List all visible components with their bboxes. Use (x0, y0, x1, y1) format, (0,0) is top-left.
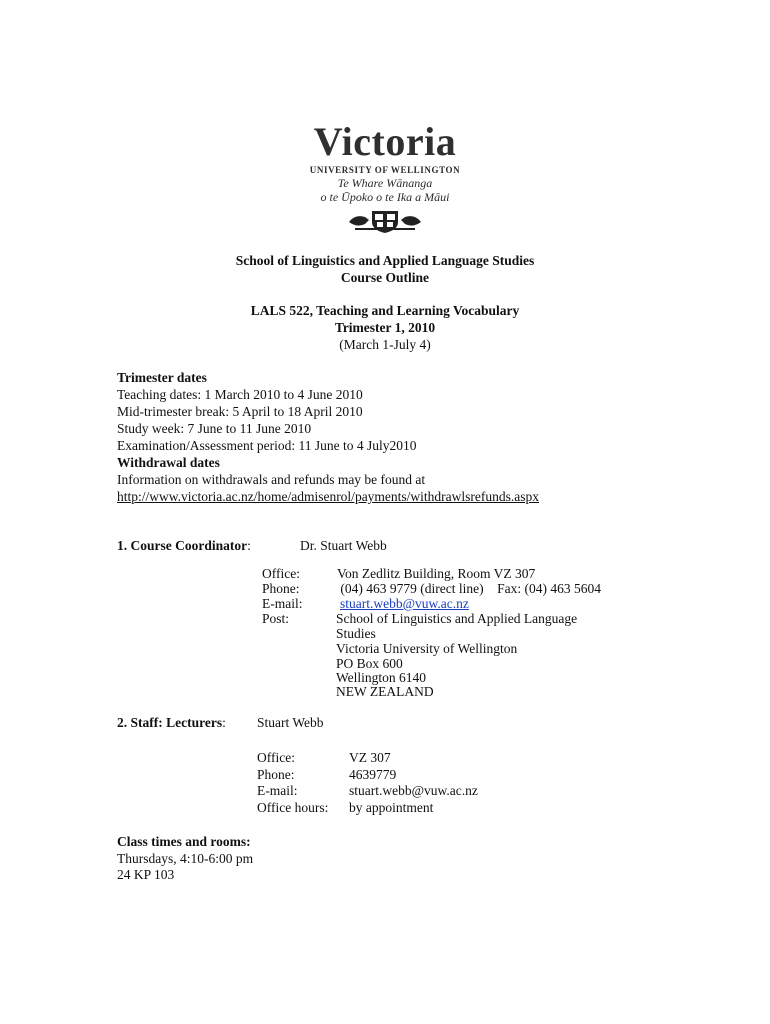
trimester: Trimester 1, 2010 (334, 320, 436, 335)
withdrawal-link[interactable]: http://www.victoria.ac.nz/home/admisenrol/payments/withdrawlsrefunds.aspx (117, 489, 540, 504)
post-address-line: School of Linguistics and Applied Language (336, 611, 578, 626)
study-week: Study week: 7 June to 11 June 2010 (117, 421, 312, 436)
staff-phone-label: Phone: (257, 767, 295, 782)
post-address-line: Studies (336, 626, 376, 641)
mid-trimester-break: Mid-trimester break: 5 April to 18 April 2010 (117, 404, 363, 419)
date-range: (March 1-July 4) (339, 337, 431, 352)
document-type: Course Outline (340, 270, 430, 285)
logo-maori-line-2: o te Ūpoko o te Ika a Māui (320, 190, 450, 204)
staff-office: VZ 307 (349, 750, 391, 765)
withdrawal-text: Information on withdrawals and refunds may be found at (117, 472, 426, 487)
trimester-dates-heading: Trimester dates (117, 370, 207, 385)
coordinator-office-label: Office: (262, 566, 300, 581)
staff-office-label: Office: (257, 750, 295, 765)
coordinator-post-label: Post: (262, 611, 290, 626)
staff-name: Stuart Webb (257, 715, 324, 730)
staff-email-label: E-mail: (257, 783, 298, 798)
logo-maori-line-1: Te Whare Wānanga (337, 176, 433, 190)
post-address-line: NEW ZEALAND (336, 684, 434, 699)
logo-title: Victoria (313, 119, 457, 164)
coordinator-phone-label: Phone: (262, 581, 300, 596)
withdrawal-heading: Withdrawal dates (117, 455, 220, 470)
staff-phone: 4639779 (349, 767, 397, 782)
coordinator-name: Dr. Stuart Webb (300, 538, 387, 553)
coordinator-heading: 1. Course Coordinator: (117, 538, 251, 553)
course-title: LALS 522, Teaching and Learning Vocabulary (250, 303, 520, 318)
class-time: Thursdays, 4:10-6:00 pm (117, 851, 254, 866)
class-room: 24 KP 103 (117, 867, 175, 882)
exam-period: Examination/Assessment period: 11 June to 4 July2010 (117, 438, 417, 453)
staff-email: stuart.webb@vuw.ac.nz (349, 783, 478, 798)
coordinator-heading-label: 1. Course Coordinator (117, 538, 248, 553)
teaching-dates: Teaching dates: 1 March 2010 to 4 June 2010 (117, 387, 363, 402)
post-address-line: Victoria University of Wellington (336, 641, 518, 656)
class-times-heading: Class times and rooms: (117, 834, 251, 849)
staff-hours: by appointment (349, 800, 434, 815)
staff-heading-label: 2. Staff: Lecturers (117, 715, 223, 730)
coordinator-email-label: E-mail: (262, 596, 303, 611)
university-logo (290, 119, 480, 239)
university-crest-icon (290, 208, 480, 239)
post-address-line: PO Box 600 (336, 656, 403, 671)
coordinator-office: Von Zedlitz Building, Room VZ 307 (337, 566, 536, 581)
staff-heading: 2. Staff: Lecturers: (117, 715, 226, 730)
coordinator-phone: (04) 463 9779 (direct line) Fax: (04) 463 5604 (337, 581, 601, 596)
school-name: School of Linguistics and Applied Language Studies (235, 253, 535, 268)
coordinator-email-link[interactable]: stuart.webb@vuw.ac.nz (340, 596, 469, 611)
post-address-line: Wellington 6140 (336, 670, 427, 685)
logo-university: UNIVERSITY OF WELLINGTON (309, 165, 461, 175)
staff-hours-label: Office hours: (257, 800, 329, 815)
